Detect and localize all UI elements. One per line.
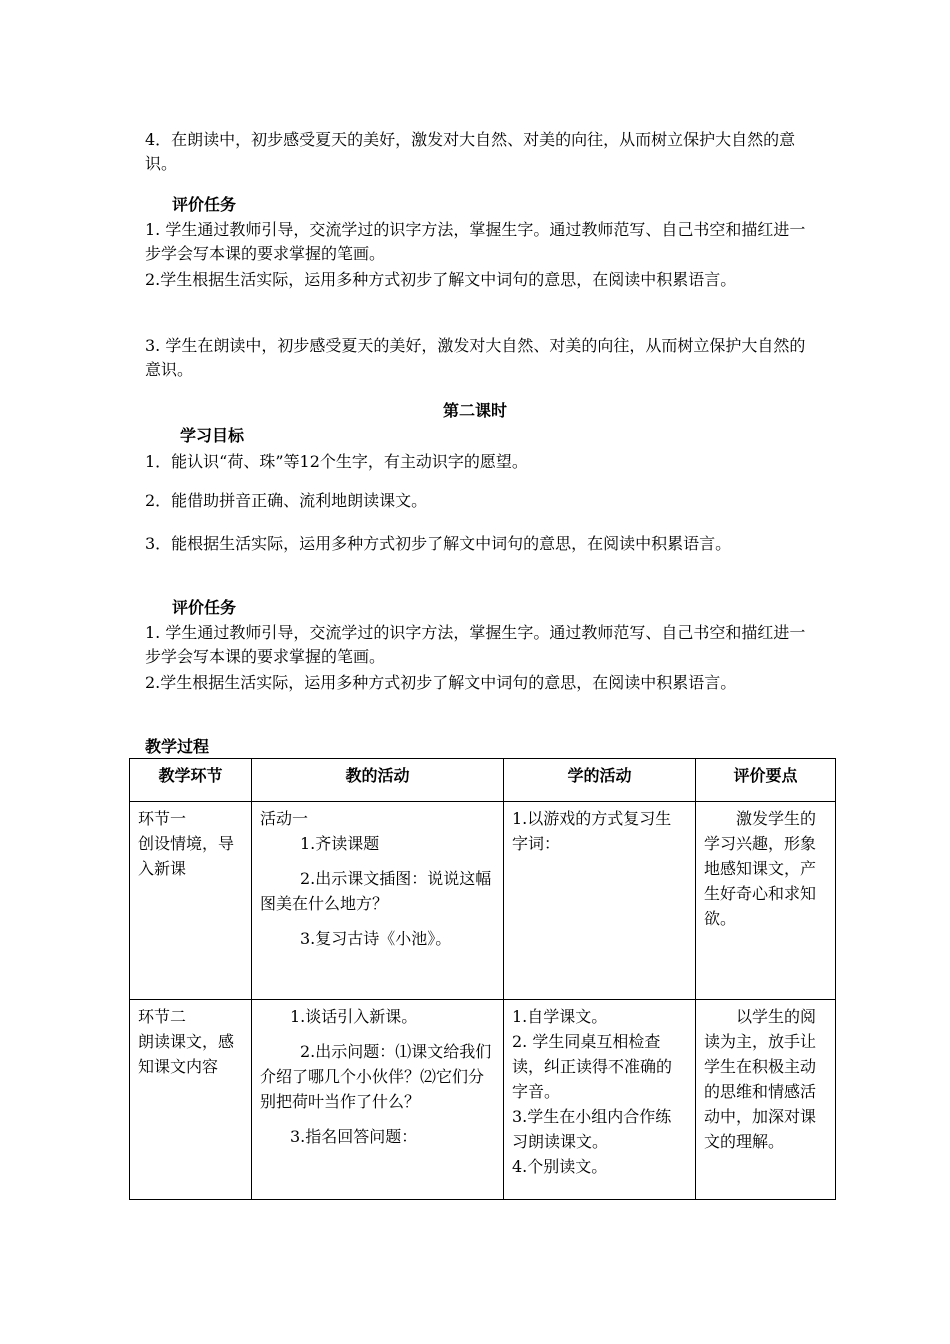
table-row — [130, 1000, 836, 1200]
table-header-row — [130, 759, 836, 802]
learning-step-4: 4.个别读文。 — [512, 1157, 608, 1176]
goal-2: 2．能借助拼音正确、流利地朗读课文。 — [145, 491, 428, 510]
teaching-process-title: 教学过程 — [145, 737, 210, 756]
evaluation-text: 激发学生的学习兴趣，形象地感知课文，产生好奇心和求知欲。 — [704, 809, 817, 928]
stage-cell — [130, 802, 252, 1000]
learning-activity-cell — [504, 802, 696, 1000]
stage-name: 创设情境，导入新课 — [138, 834, 235, 878]
learning-goals-title: 学习目标 — [180, 426, 245, 445]
teaching-step-3: 3.指名回答问题： — [290, 1127, 418, 1146]
header-learning-activity: 学的活动 — [504, 759, 696, 802]
evaluation-item-3: 3. 学生在朗读中，初步感受夏天的美好，激发对大自然、对美的向往，从而树立保护大自然的意识。 — [145, 336, 806, 379]
lesson2-evaluation-title: 评价任务 — [172, 598, 237, 617]
stage-name: 朗读课文，感知课文内容 — [138, 1032, 235, 1076]
teaching-process-table — [129, 758, 836, 1200]
teaching-activity-cell — [252, 802, 504, 1000]
learning-step-3: 3.学生在小组内合作练习朗读课文。 — [512, 1107, 672, 1151]
teaching-step-2: 2.出示课文插图：说说这幅图美在什么地方？ — [260, 869, 492, 913]
teaching-step-1: 1.齐读课题 — [300, 834, 380, 853]
learning-step-1: 1.自学课文。 — [512, 1007, 608, 1026]
evaluation-item-1: 1. 学生通过教师引导，交流学过的识字方法，掌握生字。通过教师范写、自己书空和描红进一步学会写本课的要求掌握的笔画。 — [145, 220, 806, 263]
lesson2-evaluation-item-2: 2.学生根据生活实际，运用多种方式初步了解文中词句的意思，在阅读中积累语言。 — [145, 673, 737, 692]
teaching-step-2: 2.出示问题：⑴课文给我们介绍了哪几个小伙伴？⑵它们分别把荷叶当作了什么？ — [260, 1042, 492, 1111]
lesson2-title: 第二课时 — [442, 401, 507, 420]
objective-4: 4．在朗读中，初步感受夏天的美好，激发对大自然、对美的向往，从而树立保护大自然的意识。 — [145, 130, 796, 173]
learning-step-1: 1.以游戏的方式复习生字词： — [512, 809, 672, 853]
goal-3: 3．能根据生活实际，运用多种方式初步了解文中词句的意思，在阅读中积累语言。 — [145, 534, 732, 553]
evaluation-cell — [696, 802, 836, 1000]
learning-step-2: 2. 学生同桌互相检查读，纠正读得不准确的字音。 — [512, 1032, 673, 1101]
lesson2-evaluation-item-1: 1. 学生通过教师引导，交流学过的识字方法，掌握生字。通过教师范写、自己书空和描红进一步学会写本课的要求掌握的笔画。 — [145, 623, 806, 666]
activity-title: 活动一 — [260, 809, 309, 828]
table-row — [130, 802, 836, 1000]
evaluation-title: 评价任务 — [172, 195, 237, 214]
evaluation-cell — [696, 1000, 836, 1200]
header-stage: 教学环节 — [130, 759, 252, 802]
goal-1: 1．能认识“荷、珠”等12个生字，有主动识字的愿望。 — [145, 452, 528, 471]
learning-activity-cell — [504, 1000, 696, 1200]
header-evaluation-points: 评价要点 — [696, 759, 836, 802]
teaching-step-1: 1.谈话引入新课。 — [290, 1007, 418, 1026]
stage-label: 环节一 — [138, 809, 187, 828]
header-teaching-activity: 教的活动 — [252, 759, 504, 802]
evaluation-item-2: 2.学生根据生活实际，运用多种方式初步了解文中词句的意思，在阅读中积累语言。 — [145, 270, 737, 289]
teaching-step-3: 3.复习古诗《小池》。 — [300, 929, 452, 948]
stage-label: 环节二 — [138, 1007, 187, 1026]
teaching-activity-cell — [252, 1000, 504, 1200]
evaluation-text: 以学生的阅读为主，放手让学生在积极主动的思维和情感活动中，加深对课文的理解。 — [704, 1007, 817, 1151]
stage-cell — [130, 1000, 252, 1200]
